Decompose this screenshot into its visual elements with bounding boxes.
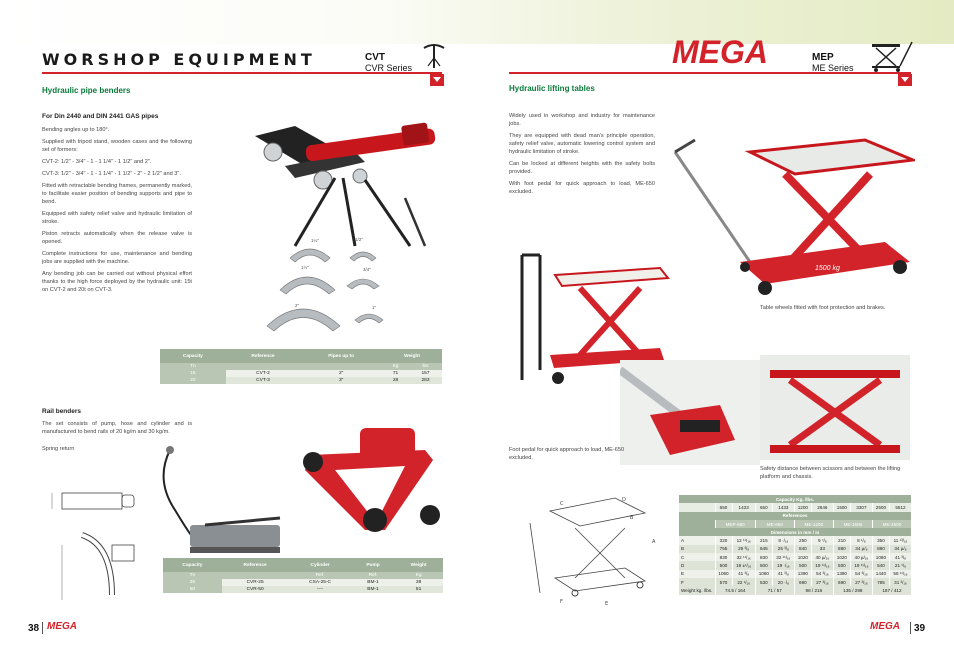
reference-cell: ME-1500 xyxy=(833,520,872,528)
table-header: Pipes up to xyxy=(300,349,382,363)
table-row xyxy=(679,520,912,528)
dimension-cell: 11 ¹³/₁₆ xyxy=(889,536,911,544)
table-header: Capacity xyxy=(163,558,222,572)
capacity-cell: 650 xyxy=(715,503,732,511)
dimension-cell: 500 xyxy=(833,561,850,569)
former-label: 1/2" xyxy=(355,237,363,242)
dimension-cell: 320 xyxy=(715,536,732,544)
capacity-cell: 1200 xyxy=(794,503,811,511)
dimension-cell: 40 µ/₁₆ xyxy=(811,553,833,561)
spring-return-label: Spring return xyxy=(42,446,75,452)
row-label: A xyxy=(679,536,715,544)
dimension-cell: 19 ·/₁₆ xyxy=(772,561,794,569)
dimension-cell: 1390 xyxy=(833,570,850,578)
dimension-cell: 1440 xyxy=(872,570,889,578)
row-label: C xyxy=(679,553,715,561)
dimension-cell: 1020 xyxy=(794,553,811,561)
row-label: Weight kg. /lbs. xyxy=(679,586,715,594)
dimension-cell: 19 ¹¹/₁₆ xyxy=(850,561,872,569)
mega-logo-small: MEGA xyxy=(870,621,900,632)
dimension-cell: 21 ¹/₈ xyxy=(889,561,911,569)
dimension-cell: 530 xyxy=(755,578,772,586)
dimension-cell: 690 xyxy=(833,578,850,586)
section-title-pipe-benders: Hydraulic pipe benders xyxy=(42,86,131,95)
dimension-cell: 40 µ/₁₆ xyxy=(850,553,872,561)
reference-cell: ME-1200 xyxy=(794,520,833,528)
dimension-cell: 1390 xyxy=(794,570,811,578)
pipe-benders-subtitle: For Din 2440 and DIN 2441 GAS pipes xyxy=(42,113,159,120)
hydraulic-pump-image xyxy=(150,440,300,560)
table-row: 25 CVR-25 CSA-25-C BM-1 38 xyxy=(163,579,443,586)
dimension-cell: 29 ³/₈ xyxy=(732,545,755,553)
table-row xyxy=(679,503,912,511)
svg-text:B: B xyxy=(630,515,634,521)
capacity-cell: 1433 xyxy=(732,503,755,511)
table-row xyxy=(679,586,912,594)
foot-pedal-image xyxy=(620,360,760,465)
dimension-cell: 215 xyxy=(755,536,772,544)
dimension-cell: 34 µ/₈ xyxy=(850,545,872,553)
page-number-left: 38 xyxy=(28,623,40,634)
section-title-lifting-tables: Hydraulic lifting tables xyxy=(509,84,595,93)
chevron-down-icon xyxy=(430,74,444,86)
table-header: Capacity xyxy=(160,349,226,363)
dimension-cell: 1080 xyxy=(872,553,889,561)
dimension-cell: 56 ¹¹/₁₆ xyxy=(889,570,911,578)
dimension-cell: 645 xyxy=(755,545,772,553)
dimension-cell: 755 xyxy=(715,545,732,553)
table-row xyxy=(679,578,912,586)
dimension-cell: 350 xyxy=(872,536,889,544)
dimension-cell: 20 ·/₈ xyxy=(772,578,794,586)
table-unit xyxy=(226,363,301,370)
page-title: WORSHOP EQUIPMENT xyxy=(42,50,316,69)
row-label: D xyxy=(679,561,715,569)
former-label: 1½" xyxy=(301,265,309,270)
rail-benders-title: Rail benders xyxy=(42,408,82,415)
dimension-cell: 33 xyxy=(811,545,833,553)
right-series-label: MEP ME Series xyxy=(812,52,854,73)
header-band xyxy=(0,0,954,44)
dimension-cell: 32 ¹¹/₁₆ xyxy=(772,553,794,561)
dimension-cell: 500 xyxy=(794,561,811,569)
capacity-cell: 3307 xyxy=(850,503,872,511)
table-row xyxy=(679,553,912,561)
dimension-cell: 22 ¹/₁₆ xyxy=(732,578,755,586)
lifting-tables-table xyxy=(679,495,912,595)
pipe-benders-text: Bending angles up to 180°. Supplied with tripod stand, wooden cases and the following set of formers: CVT-2: 1/2" - 3/4" - 1 - 1 1/4" - 1 1/2" and 2". CVT-3: 1/2" - 3/4" - 1 - 1 1/4" - 1 1/2" - 2" - 2 1/2" and 3". Fitted with retractable bending frames, permanently marked, to facilitate easier position of bending supports and pipe to bend. Equipped with safety relief valve and hydraulic limitation of stroke. Piston retracts automatically when the release valve is opened. Complete instructions for use, maintenance and bending jobs are supplied with the machine. Any bending job can be carried out without physical effort thanks to the high force deployed by the hydraulic unit: 15t on CVT-2 and 20t on CVT-3. xyxy=(42,127,192,293)
dimension-cell: 31 ³/₁₆ xyxy=(889,578,911,586)
rail-bender-table: Capacity Reference Cylinder Pump Weight Tn Ref. Ref. Kg 25 CVR-25 CSA-25-C BM-1 38 50 CVR-50 ---- BM-1 51 xyxy=(163,558,443,593)
dimension-cell: 9 ⁷/₈ xyxy=(811,536,833,544)
weight-cell: 98 / 216 xyxy=(794,586,833,594)
rail-bender-image xyxy=(295,420,445,550)
table-unit xyxy=(300,363,382,370)
lifting-table-large-image xyxy=(655,112,915,302)
row-label: E xyxy=(679,570,715,578)
svg-text:C: C xyxy=(560,501,564,507)
mega-logo: MEGA xyxy=(672,34,768,70)
dimension-cell: 830 xyxy=(715,553,732,561)
dimension-cell: 250 xyxy=(794,536,811,544)
svg-text:D: D xyxy=(622,497,626,503)
table-unit: lbs xyxy=(409,363,442,370)
row-label: B xyxy=(679,545,715,553)
caption-safety: Safety distance between scissors and between the lifting platform and chassis. xyxy=(760,466,901,480)
pipe-bender-table xyxy=(160,349,442,384)
dimension-cell: 1020 xyxy=(833,553,850,561)
mega-logo-small: MEGA xyxy=(47,621,77,632)
capacity-cell: 1500 xyxy=(833,503,850,511)
capacity-cell: 2646 xyxy=(811,503,833,511)
table-row xyxy=(679,570,912,578)
former-label: 3/4" xyxy=(363,267,371,272)
svg-text:E: E xyxy=(605,601,609,607)
dimension-cell: 500 xyxy=(755,561,772,569)
table-header: Pump xyxy=(352,558,394,572)
table-row: 15 CVT-2 2" 71 157 xyxy=(160,370,442,377)
dimension-cell: 690 xyxy=(794,578,811,586)
dimension-cell: 19 ¹¹/₁₆ xyxy=(811,561,833,569)
dimension-cell: 840 xyxy=(794,545,811,553)
dimension-cell: 19 ±¹/₁₆ xyxy=(732,561,755,569)
dimension-cell: 500 xyxy=(715,561,732,569)
dimension-cell: 8 ¹/₈ xyxy=(850,536,872,544)
table-row xyxy=(679,545,912,553)
dimension-cell: 25 ³/₈ xyxy=(772,545,794,553)
footer-divider xyxy=(910,622,911,634)
row-label: F xyxy=(679,578,715,586)
table-header: Reference xyxy=(222,558,289,572)
chevron-down-icon xyxy=(898,74,912,86)
table-unit: Tn xyxy=(160,363,226,370)
rail-benders-text: The set consists of pump, hose and cylinder and is manufactured to bend rails of 20 kg/m and 30 kg/m. xyxy=(42,421,192,435)
capacity-cell: 650 xyxy=(755,503,772,511)
dimension-cell: 54 ³/₁₆ xyxy=(811,570,833,578)
dimension-cell: 785 xyxy=(872,578,889,586)
lifting-table-icon xyxy=(868,40,916,76)
weight-cell: 135 / 298 xyxy=(833,586,872,594)
caption-wheels: Table wheels fitted with foot protection and brakes. xyxy=(760,305,886,311)
load-badge: 1500 kg xyxy=(815,265,840,272)
formers-image xyxy=(255,234,405,344)
former-label: 1" xyxy=(372,305,377,310)
dimension-cell: 27 ³/₁₆ xyxy=(850,578,872,586)
dimension-cell: 34 µ/₈ xyxy=(889,545,911,553)
dimension-cell: 830 xyxy=(755,553,772,561)
svg-text:A: A xyxy=(652,539,656,545)
table-row xyxy=(679,536,912,544)
dimension-cell: 570 xyxy=(715,578,732,586)
pipe-bender-image xyxy=(225,118,445,248)
dimension-cell: 12 ¹¹/₁₆ xyxy=(732,536,755,544)
table-header: Capacity Kg. /lbs. xyxy=(679,495,912,503)
dimension-cell: 880 xyxy=(872,545,889,553)
dimension-drawing xyxy=(520,493,665,608)
dimension-cell: 880 xyxy=(833,545,850,553)
lifting-tables-text: Widely used in workshop and industry for maintenance jobs. They are equipped with dead man's principle operation, safety relief valve, automatic lowering control system and hydraulic limitation of stroke. Can be locked at different heights with the safety bolts provided. With foot pedal for quick approach to load, ME-650 excluded. xyxy=(509,113,655,195)
capacity-cell: 5512 xyxy=(889,503,911,511)
weight-cell: 187 / 412 xyxy=(872,586,911,594)
weight-cell: 74.5 / 164 xyxy=(715,586,755,594)
dimension-cell: 1060 xyxy=(715,570,732,578)
table-row xyxy=(679,561,912,569)
capacity-cell: 2500 xyxy=(872,503,889,511)
dimension-cell: 27 ³/₁₆ xyxy=(811,578,833,586)
dimension-cell: 54 ³/₁₆ xyxy=(850,570,872,578)
table-header: Cylinder xyxy=(288,558,351,572)
dimension-cell: 32 ¹¹/₁₆ xyxy=(732,553,755,561)
rail-bender-drawing xyxy=(42,465,152,605)
reference-cell: ME-650 xyxy=(755,520,794,528)
table-row: 50 CVR-50 ---- BM-1 51 xyxy=(163,586,443,593)
left-series-label: CVT CVR Series xyxy=(365,52,413,73)
former-label: 1¼" xyxy=(311,238,319,243)
dimension-cell: 540 xyxy=(872,561,889,569)
svg-text:F: F xyxy=(560,599,563,605)
dimension-cell: 210 xyxy=(833,536,850,544)
table-header: Weight xyxy=(382,349,442,363)
table-header: Reference xyxy=(226,349,301,363)
table-unit: Kg xyxy=(382,363,409,370)
table-header: Weight xyxy=(394,558,443,572)
dimension-cell: 8 ·/₁₆ xyxy=(772,536,794,544)
former-label: 2" xyxy=(295,303,300,308)
table-header: Dimensions in mm / in xyxy=(679,528,912,536)
dimension-cell: 41 ³/₈ xyxy=(732,570,755,578)
pipe-bender-icon xyxy=(420,40,448,74)
weight-cell: 71 / 57 xyxy=(755,586,794,594)
footer-divider xyxy=(42,622,43,634)
page-number-right: 39 xyxy=(914,623,926,634)
table-header: References xyxy=(679,512,912,520)
caption-pedal: Foot pedal for quick approach to load, ME-650 excluded. xyxy=(509,447,625,461)
table-row: 20 CVT-3 3" 28 283 xyxy=(160,377,442,384)
safety-distance-image xyxy=(760,355,910,460)
dimension-cell: 41 ³/₈ xyxy=(889,553,911,561)
reference-cell: ME-2500 xyxy=(872,520,911,528)
dimension-cell: 41 ³/₈ xyxy=(772,570,794,578)
reference-cell: MEP-650 xyxy=(715,520,755,528)
capacity-cell: 1433 xyxy=(772,503,794,511)
dimension-cell: 1060 xyxy=(755,570,772,578)
